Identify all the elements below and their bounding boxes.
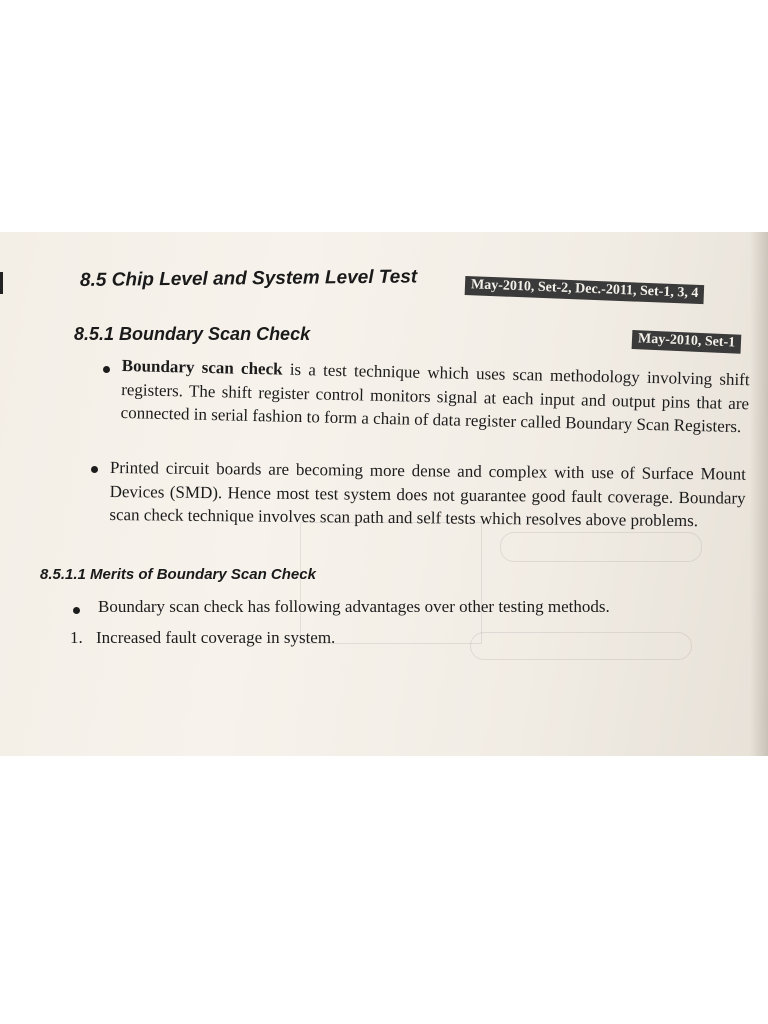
merits-heading: 8.5.1.1 Merits of Boundary Scan Check	[40, 566, 316, 583]
merit-item-1: Increased fault coverage in system.	[96, 628, 336, 647]
bullet-icon	[103, 366, 110, 373]
bleed-through-diagram-box	[300, 522, 482, 644]
page-edge-mark	[0, 272, 3, 294]
exam-reference-badge: May-2010, Set-1	[632, 330, 742, 354]
book-page	[0, 232, 768, 756]
merits-intro: Boundary scan check has following advantages over other testing methods.	[98, 597, 610, 616]
bullet-icon	[91, 466, 98, 473]
paragraph-body: is a test technique which uses scan methodology involving shift registers. The shift register control monitors signal at each input and output pins that are connected in serial fashion to form a chain of data register called Boundary Scan Registers.	[120, 359, 750, 437]
paragraph-boundary-scan	[120, 354, 749, 439]
bleed-through-waveform	[470, 632, 692, 660]
list-number: 1.	[70, 628, 83, 647]
bleed-through-waveform	[500, 532, 702, 562]
exam-reference-badge: May-2010, Set-2, Dec.-2011, Set-1, 3, 4	[465, 276, 705, 304]
paragraph-pcb-density: Printed circuit boards are becoming more dense and complex with use of Surface Mount Devices (SMD). Hence most test system does not guarantee good fault coverage. Boundary scan check technique involves scan path and self tests which resolves above problems.	[109, 457, 746, 531]
term-boundary-scan-check: Boundary scan check	[121, 355, 283, 379]
page-curl-shadow	[750, 232, 768, 756]
bullet-icon	[73, 607, 80, 614]
subsection-heading: 8.5.1 Boundary Scan Check	[74, 324, 311, 344]
section-heading: 8.5 Chip Level and System Level Test	[79, 266, 418, 291]
